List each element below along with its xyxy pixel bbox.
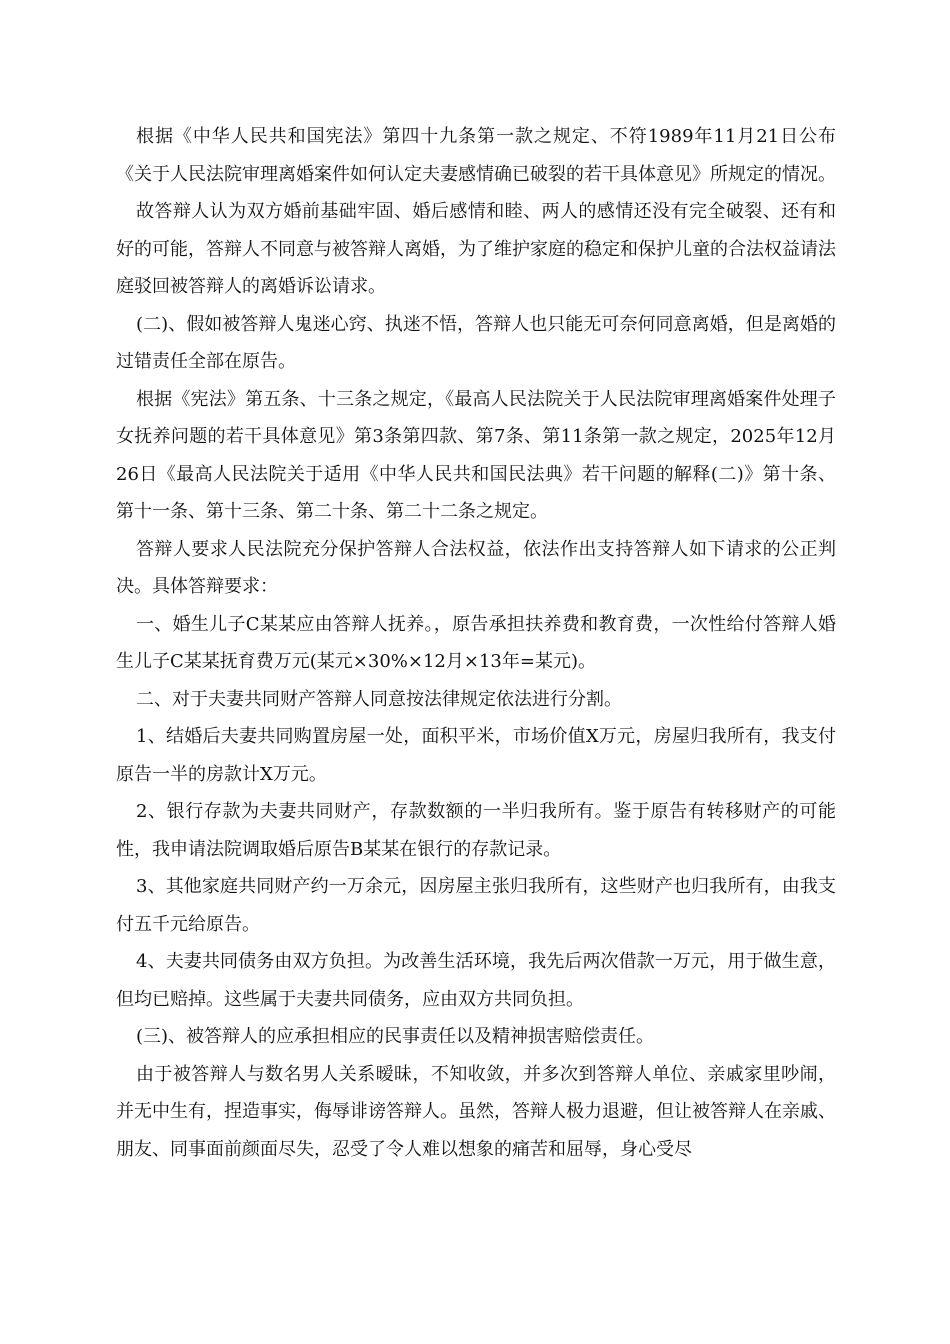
paragraph-section-three-heading: (三)、被答辩人的应承担相应的民事责任以及精神损害赔偿责任。 (136, 1026, 655, 1047)
paragraph-item-other-property: 3、其他家庭共同财产约一万余元，因房屋主张归我所有，这些财产也归我所有，由我支付五千元给原告。 (116, 876, 836, 935)
paragraph-section-two-heading: (二)、假如被答辩人鬼迷心窍、执迷不悟，答辩人也只能无可奈何同意离婚，但是离婚的过错责任全部在原告。 (116, 313, 836, 372)
paragraph-property-division: 二、对于夫妻共同财产答辩人同意按法律规定依法进行分割。 (136, 688, 622, 710)
paragraph-item-bank-deposit: 2、银行存款为夫妻共同财产，存款数额的一半归我所有。鉴于原告有转移财产的可能性，我申请法院调取婚后原告B某某在银行的存款记录。 (116, 801, 836, 860)
paragraph-request-intro: 答辩人要求人民法院充分保护答辩人合法权益，依法作出支持答辩人如下请求的公正判决。具体答辩要求： (116, 538, 836, 597)
document-body (116, 118, 836, 1168)
paragraph-item-house: 1、结婚后夫妻共同购置房屋一处，面积平米，市场价值X万元，房屋归我所有，我支付原告一半的房款计X万元。 (116, 726, 836, 785)
paragraph-damages-reason: 由于被答辩人与数名男人关系暧昧，不知收敛，并多次到答辩人单位、亲戚家里吵闹，并无中生有，捏造事实，侮辱诽谤答辩人。虽然，答辩人极力退避，但让被答辩人在亲戚、朋友、同事面前颜面尽失，忍受了令人难以想象的痛苦和屈辱，身心受尽 (116, 1063, 836, 1160)
paragraph-legal-basis: 根据《宪法》第五条、十三条之规定，《最高人民法院关于人民法院审理离婚案件处理子女抚养问题的若干具体意见》第3条第四款、第7条、第11条第一款之规定，2025年12月26日《最高人民法院关于适用《中华人民共和国民法典》若干问题的解释(二)》第十条、第十一条、第十三条、第二十条、第二十二条之规定。 (116, 388, 836, 522)
paragraph-oppose-divorce: 故答辩人认为双方婚前基础牢固、婚后感情和睦、两人的感情还没有完全破裂、还有和好的可能，答辩人不同意与被答辩人离婚，为了维护家庭的稳定和保护儿童的合法权益请法庭驳回被答辩人的离婚诉讼请求。 (116, 201, 836, 297)
paragraph-item-joint-debt: 4、夫妻共同债务由双方负担。为改善生活环境，我先后两次借款一万元，用于做生意，但均已赔掉。这些属于夫妻共同债务，应由双方共同负担。 (116, 951, 836, 1010)
paragraph-custody-request: 一、婚生儿子C某某应由答辩人抚养。，原告承担扶养费和教育费，一次性给付答辩人婚生儿子C某某抚育费万元(某元×30%×12月×13年=某元)。 (116, 613, 836, 672)
paragraph-constitution-basis: 根据《中华人民共和国宪法》第四十九条第一款之规定、不符1989年11月21日公布《关于人民法院审理离婚案件如何认定夫妻感情确已破裂的若干具体意见》所规定的情况。 (116, 126, 836, 185)
